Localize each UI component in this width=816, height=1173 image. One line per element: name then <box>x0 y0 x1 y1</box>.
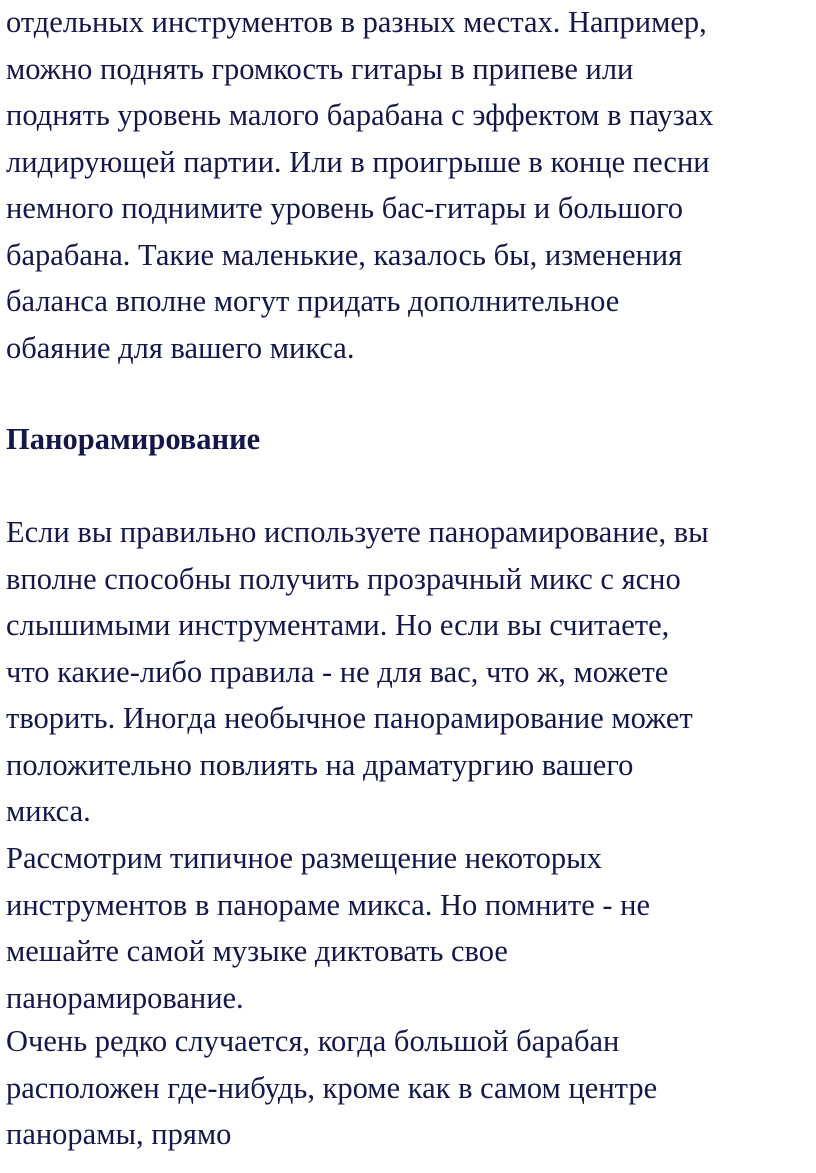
text-line: поднять уровень малого барабана с эффектом в паузах <box>6 98 714 132</box>
section-heading: Панорамирование <box>6 422 261 456</box>
text-line: что какие-либо правила - не для вас, что ж, можете <box>6 654 669 689</box>
text-line: мешайте самой музыке диктовать свое <box>6 934 508 968</box>
paragraph-kick-drum <box>6 1018 657 1158</box>
text-line: панорамы, прямо <box>6 1117 232 1151</box>
text-line: панорамирование. <box>6 980 244 1015</box>
paragraph-mix-balance <box>6 0 714 371</box>
text-line: Рассмотрим типичное размещение некоторых <box>6 841 602 875</box>
text-line: микса. <box>6 794 91 828</box>
text-line: вполне способны получить прозрачный микс с ясно <box>6 561 681 596</box>
paragraph-panning-intro <box>6 509 709 835</box>
text-line: немного поднимите уровень бас-гитары и большого <box>6 191 684 225</box>
text-line: расположен где-нибудь, кроме как в самом центре <box>6 1070 658 1105</box>
text-line: обаяние для вашего микса. <box>6 330 355 365</box>
text-line: инструментов в панораме микса. Но помните - не <box>6 887 650 922</box>
text-line: отдельных инструментов в разных местах. Например, <box>6 5 707 39</box>
text-line: слышимыми инструментами. Но если вы считаете, <box>6 608 670 642</box>
text-line: положительно повлиять на драматургию вашего <box>6 747 634 782</box>
text-line: можно поднять громкость гитары в припеве или <box>6 51 634 86</box>
text-line: баланса вполне могут придать дополнительное <box>6 284 620 318</box>
text-line: творить. Иногда необычное панорамирование может <box>6 701 693 735</box>
text-line: лидирующей партии. Или в проигрыше в конце песни <box>6 144 710 179</box>
text-line: барабана. Такие маленькие, казалось бы, изменения <box>6 237 683 272</box>
text-line: Если вы правильно используете панорамирование, вы <box>6 515 709 549</box>
text-line: Очень редко случается, когда большой барабан <box>6 1024 620 1058</box>
paragraph-typical-placement <box>6 835 650 1021</box>
